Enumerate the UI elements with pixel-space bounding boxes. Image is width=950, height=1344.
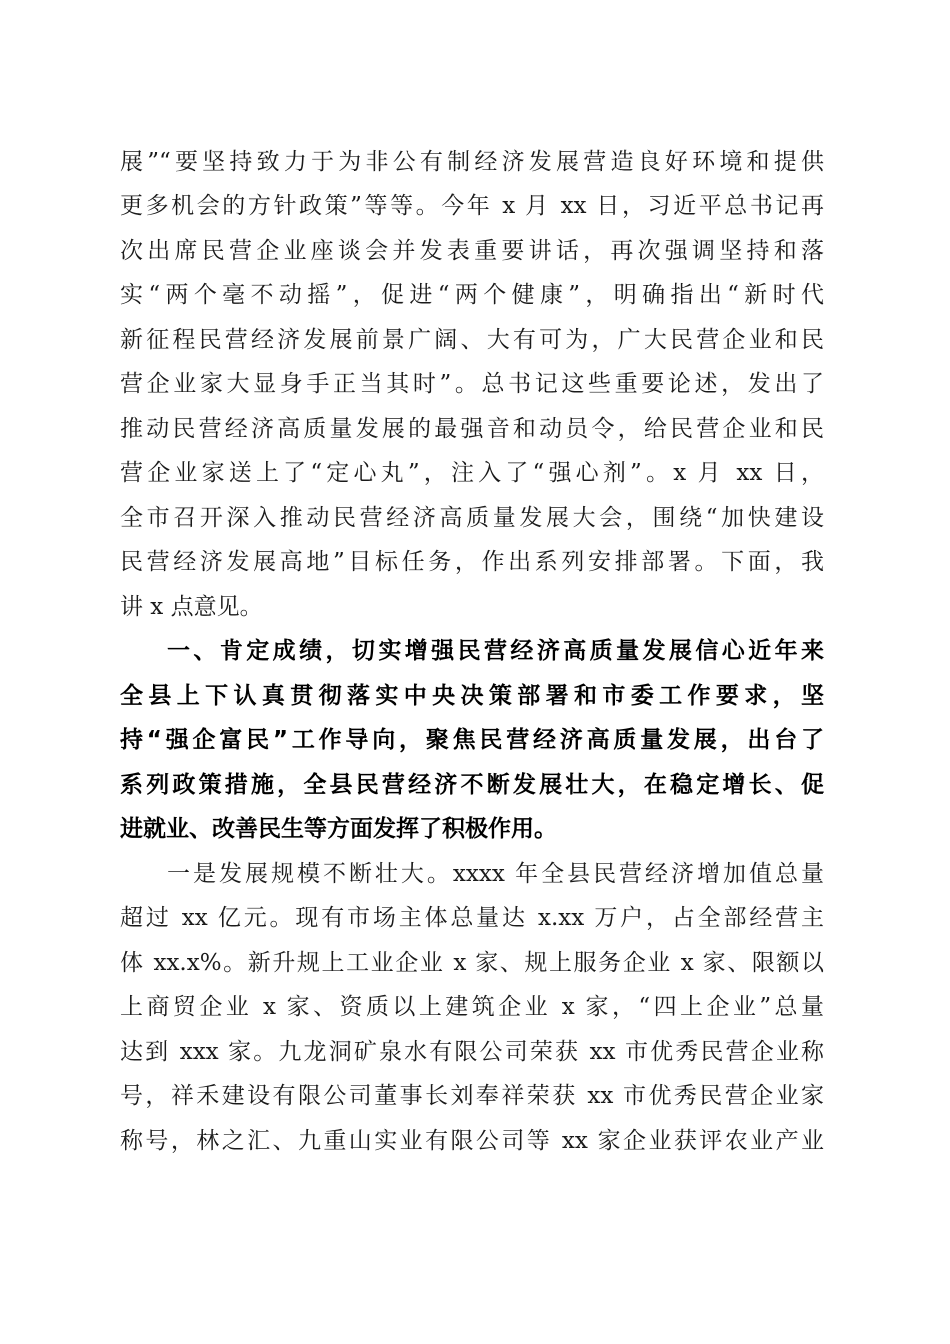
section-heading-line: 系列政策措施，全县民营经济不断发展壮大，在稳定增长、促 <box>120 772 824 798</box>
body-text-line: 一是发展规模不断壮大。xxxx 年全县民营经济增加值总量 <box>167 861 824 887</box>
body-text-line: 体 xx.x%。新升规上工业企业 x 家、规上服务企业 x 家、限额以 <box>120 950 824 976</box>
body-text-line: 民营经济发展高地”目标任务，作出系列安排部署。下面，我 <box>120 549 824 575</box>
body-text-line: 上商贸企业 x 家、资质以上建筑企业 x 家，“四上企业”总量 <box>120 994 824 1020</box>
body-text-line: 营企业家送上了“定心丸”，注入了“强心剂”。x 月 xx 日， <box>120 460 824 486</box>
body-text-line: 更多机会的方针政策”等等。今年 x 月 xx 日，习近平总书记再 <box>120 193 824 219</box>
section-heading-line: 全县上下认真贯彻落实中央决策部署和市委工作要求，坚 <box>120 683 824 709</box>
body-text-line: 展”“要坚持致力于为非公有制经济发展营造良好环境和提供 <box>120 149 824 175</box>
body-text-line: 新征程民营经济发展前景广阔、大有可为，广大民营企业和民 <box>120 327 824 353</box>
section-heading-line: 进就业、改善民生等方面发挥了积极作用。 <box>120 816 557 842</box>
section-heading-line: 一、肯定成绩，切实增强民营经济高质量发展信心近年来 <box>167 638 824 664</box>
body-text-line: 实“两个毫不动摇”，促进“两个健康”，明确指出“新时代 <box>120 282 824 308</box>
body-text-line: 讲 x 点意见。 <box>120 594 263 620</box>
body-text-line: 次出席民营企业座谈会并发表重要讲话，再次强调坚持和落 <box>120 238 824 264</box>
body-text-line: 称号，林之汇、九重山实业有限公司等 xx 家企业获评农业产业 <box>120 1128 824 1154</box>
section-heading-line: 持“强企富民”工作导向，聚焦民营经济高质量发展，出台了 <box>120 727 824 753</box>
body-text-line: 全市召开深入推动民营经济高质量发展大会，围绕“加快建设 <box>120 505 824 531</box>
body-text-line: 营企业家大显身手正当其时”。总书记这些重要论述，发出了 <box>120 371 824 397</box>
body-text-line: 号，祥禾建设有限公司董事长刘奉祥荣获 xx 市优秀民营企业家 <box>120 1083 824 1109</box>
body-text-line: 超过 xx 亿元。现有市场主体总量达 x.xx 万户，占全部经营主 <box>120 905 824 931</box>
body-text-line: 达到 xxx 家。九龙洞矿泉水有限公司荣获 xx 市优秀民营企业称 <box>120 1039 824 1065</box>
body-text-line: 推动民营经济高质量发展的最强音和动员令，给民营企业和民 <box>120 416 824 442</box>
